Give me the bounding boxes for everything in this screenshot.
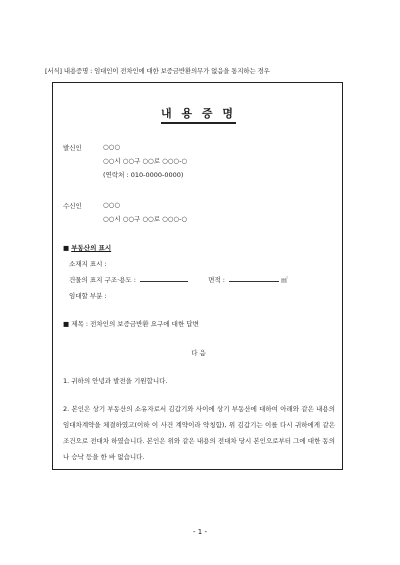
body-paragraph-2: 2. 본인은 상기 부동산의 소유자로서 김갑기와 사이에 상기 부동산에 대하여 아래와 같은 내용의 임대차계약을 체결하였고(이하 이 사건 계약이라 약칭함), 위 김갑기는 이를 다시 귀하에게 같은 조건으로 전대차 하였습니다. 본인은 위와 같은 내용의 전대차 당시 본인으로부터 그에 대한 동의나 승낙 등을 한 바 없습니다. — [63, 405, 335, 461]
property-heading — [63, 243, 111, 252]
sender-contact: (연락처 : 010-0000-0000) — [103, 171, 184, 179]
structure-row — [69, 275, 288, 284]
receiver-label: 수신인 — [63, 202, 82, 210]
property-heading-text: 부동산의 표시 — [71, 244, 112, 252]
area-unit: ㎡ — [281, 276, 288, 284]
subject-line — [63, 319, 199, 328]
area-label: 면적 : — [208, 276, 225, 284]
square-bullet-icon: ■ — [63, 244, 70, 252]
receiver-name: ○○○ — [103, 201, 121, 209]
location-label: 소재지 표시 : — [69, 260, 107, 268]
structure-label: 건물의 표지 구조·용도 : — [69, 276, 136, 284]
body-paragraph-1: 1. 귀하의 안녕과 발전을 기원합니다. — [63, 377, 168, 385]
square-bullet-icon: ■ — [63, 320, 70, 328]
form-caption: [서식] 내용증명 : 임대인이 전차인에 대한 보증금반환의무가 없음을 통지하는 경우 — [45, 67, 270, 75]
sender-label: 발신인 — [63, 144, 82, 152]
lease-part-label: 임대할 부분 : — [69, 292, 107, 300]
document-frame — [52, 82, 343, 470]
area-blank — [229, 275, 279, 282]
subject-text: 제목 : 전차인의 보증금반환 요구에 대한 답변 — [71, 320, 199, 328]
document-title: 내 용 증 명 — [161, 105, 236, 124]
sender-address: ○○시 ○○구 ○○로 ○○○-○ — [103, 157, 188, 165]
following-heading: 다 음 — [191, 349, 206, 357]
structure-blank — [140, 275, 188, 282]
sender-name: ○○○ — [103, 143, 121, 151]
receiver-address: ○○시 ○○구 ○○로 ○○○-○ — [103, 215, 188, 223]
page-number: - 1 - — [193, 528, 207, 536]
